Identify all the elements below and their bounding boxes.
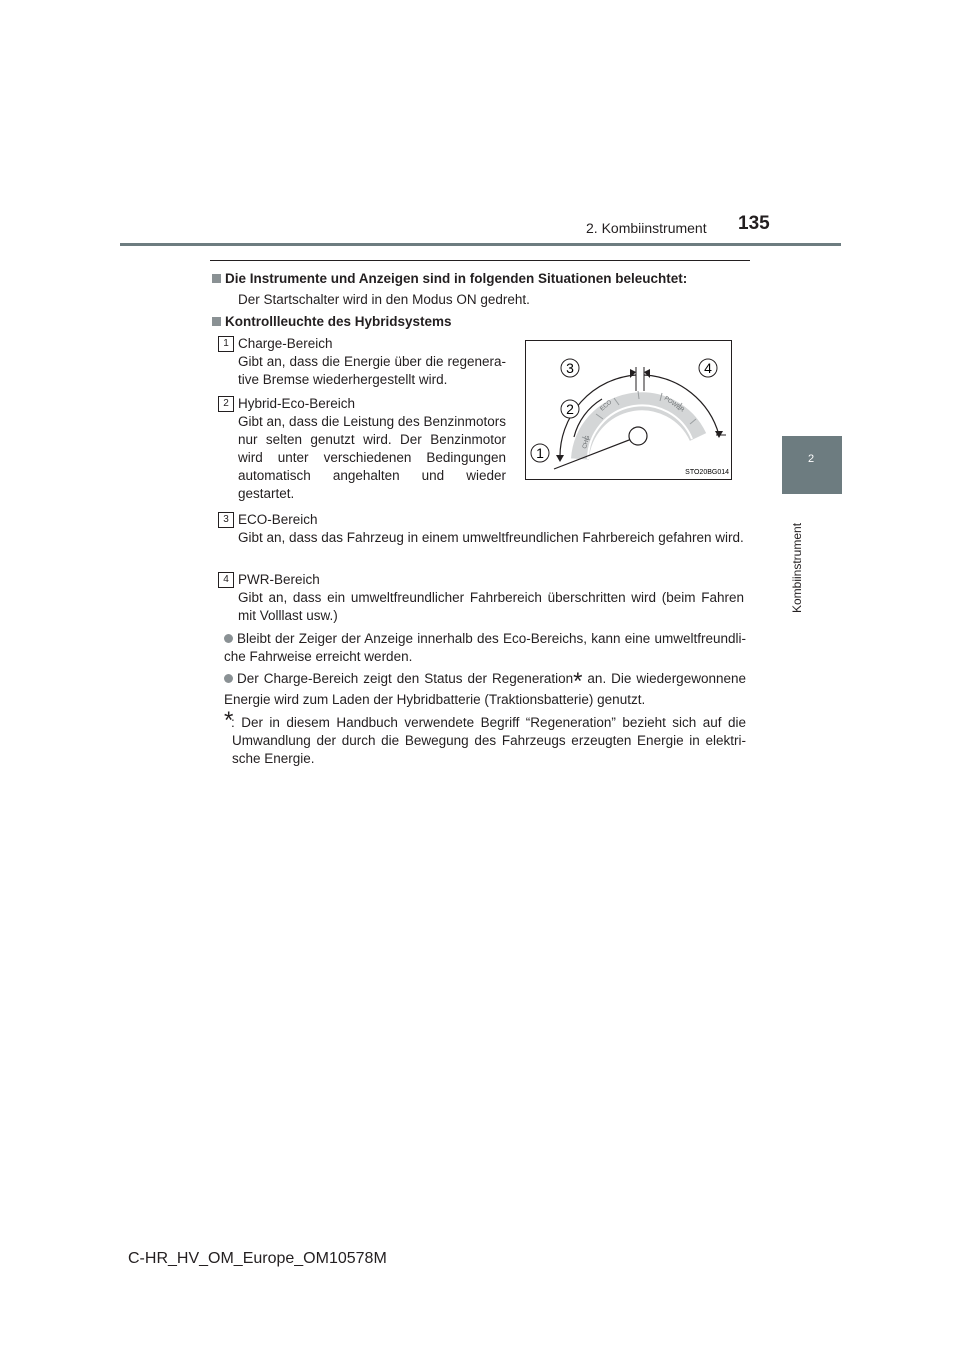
item-title-pwr: PWR-Bereich	[238, 572, 320, 587]
power-label: POWER	[662, 395, 685, 414]
chapter-tab-title: Kombiinstrument	[790, 522, 804, 613]
document-code: C-HR_HV_OM_Europe_OM10578M	[128, 1250, 387, 1267]
arrow-head-icon	[630, 369, 636, 378]
figure-code: STO20BG014	[685, 469, 729, 476]
arrow-head-icon	[556, 455, 564, 462]
footnote-marker: *	[224, 707, 234, 734]
item-desc-eco: Gibt an, dass das Fahrzeug in einem umweltfreundlichen Fahrbereich gefahren wird.	[238, 530, 744, 545]
callout-2: 2	[566, 401, 574, 417]
header-section-title: 2. Kombiinstrument	[586, 220, 707, 236]
bullet-charge-regeneration: Der Charge-Bereich zeigt den Status der Regeneration* an. Die wiedergewonnene Energie wird zum Laden der Hybridbatterie (Traktionsbatterie) genutzt.	[224, 668, 746, 707]
item-title-charge: Charge-Bereich	[238, 336, 333, 351]
header-rule	[120, 243, 841, 246]
chapter-tab-number: 2	[808, 453, 815, 465]
callout-4: 4	[704, 360, 712, 376]
item-title-eco: ECO-Bereich	[238, 512, 318, 527]
eco-label: ECO	[599, 399, 614, 413]
item-title-hybrid-eco: Hybrid-Eco-Bereich	[238, 396, 356, 411]
gauge-needle	[554, 435, 642, 469]
bullet-eco-pointer: Bleibt der Zeiger der Anzeige innerhalb des Eco-Bereichs, kann eine umweltfreundli-che Fahrweise erreicht werden.	[224, 631, 746, 664]
round-bullet-icon	[224, 634, 233, 643]
item-marker-1: 1	[218, 336, 234, 352]
footnote-text: : Der in diesem Handbuch verwendete Begriff “Regeneration” bezieht sich auf die Umwandlung der durch die Bewegung des Fahrzeugs erzeugten Energie in elektri-sche Energie.	[231, 715, 746, 766]
page-number: 135	[738, 213, 770, 234]
needle-hub	[629, 427, 647, 445]
hybrid-heading: Kontrollleuchte des Hybridsystems	[212, 313, 612, 331]
item-desc-pwr: Gibt an, dass ein umweltfreundlicher Fahrbereich überschritten wird (beim Fahren mit Volllast usw.)	[238, 590, 744, 623]
square-bullet-icon	[212, 274, 221, 283]
hybrid-indicator-gauge-illustration	[526, 341, 731, 479]
callout-1: 1	[536, 445, 544, 461]
item-marker-3: 3	[218, 512, 234, 528]
item-desc-charge: Gibt an, dass die Energie über die regenera-tive Bremse wiederhergestellt wird.	[238, 354, 506, 387]
chapter-tab	[782, 436, 842, 494]
chg-label: CHG	[582, 435, 592, 450]
round-bullet-icon	[224, 674, 233, 683]
item-desc-hybrid-eco: Gibt an, dass die Leistung des Benzinmotors nur selten genutzt wird. Der Benzinmotor wird unter verschiedenen Bedingungen automatisch angehalten und wieder gestartet.	[238, 414, 506, 501]
item-marker-4: 4	[218, 572, 234, 588]
square-bullet-icon	[212, 317, 221, 326]
arrow-head-icon	[644, 369, 650, 378]
illuminated-heading: Die Instrumente und Anzeigen sind in folgenden Situationen beleuchtet:	[212, 270, 752, 288]
section-rule	[210, 260, 750, 261]
illuminated-text: Der Startschalter wird in den Modus ON gedreht.	[238, 292, 530, 307]
gauge-figure	[525, 340, 732, 480]
item-marker-2: 2	[218, 396, 234, 412]
callout-3: 3	[566, 360, 574, 376]
